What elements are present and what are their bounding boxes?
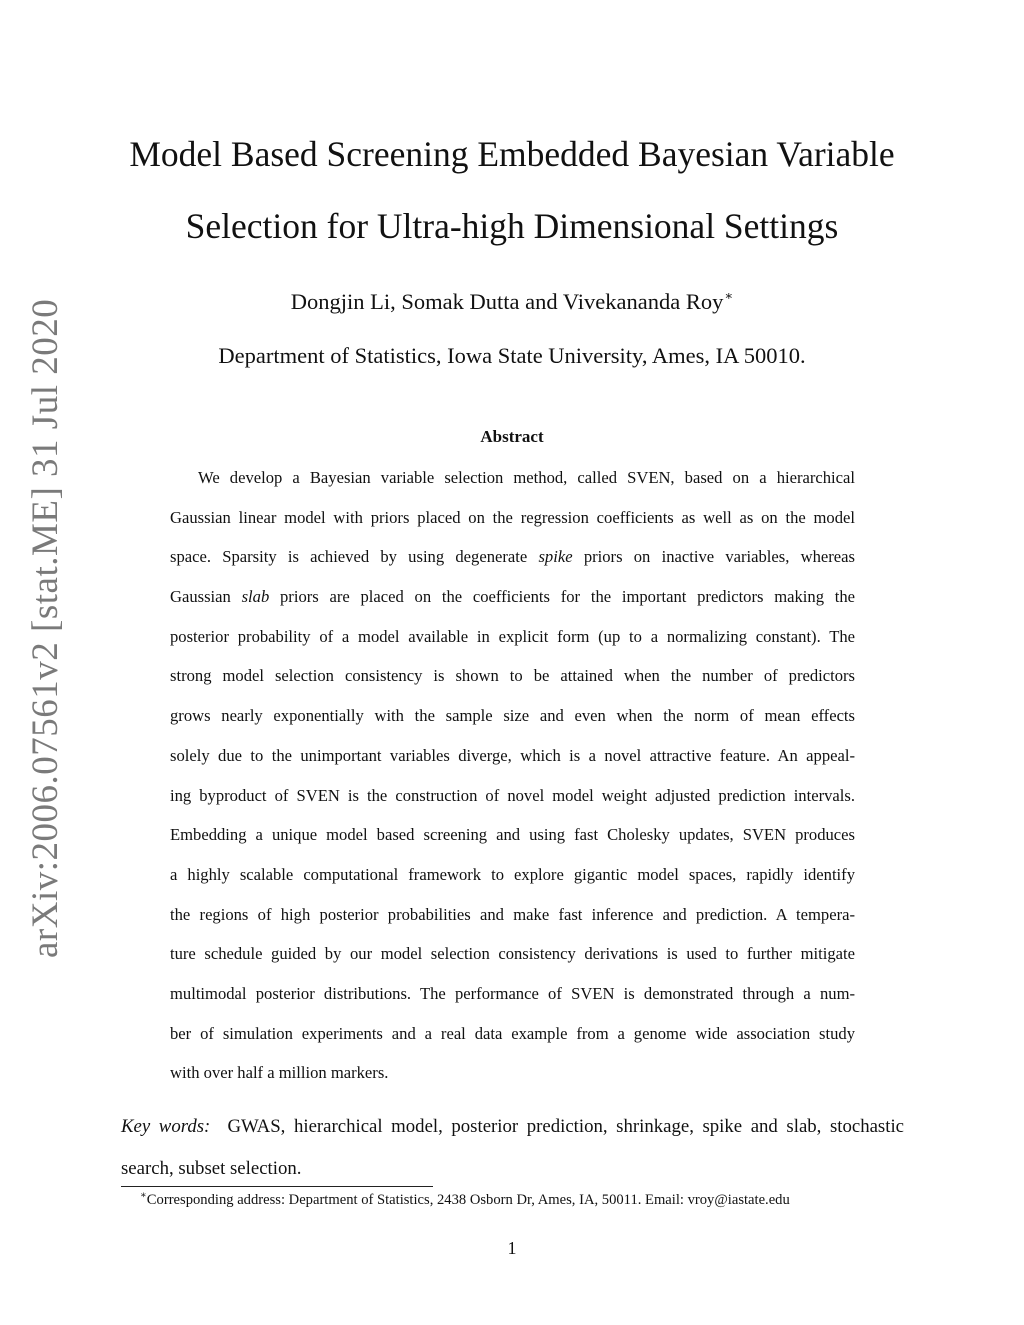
- abstract-line: Gaussian slab priors are placed on the coefficients for the important predictors making the: [170, 587, 855, 607]
- abstract-body: [170, 458, 855, 1093]
- footnote-mark: ∗: [140, 1190, 147, 1201]
- authors: [60, 288, 964, 315]
- abstract-line: space. Sparsity is achieved by using degenerate spike priors on inactive variables, whereas: [170, 547, 855, 567]
- abstract-line: with over half a million markers.: [170, 1063, 389, 1083]
- page-number: 1: [507, 1238, 517, 1258]
- footnote: [140, 1190, 900, 1209]
- abstract-line: solely due to the unimportant variables diverge, which is a novel attractive feature. An appeal-: [170, 745, 855, 765]
- keywords-label: Key words:: [121, 1116, 211, 1137]
- keywords-list: GWAS, hierarchical model, posterior prediction, shrinkage, spike and slab, stochastic: [227, 1116, 905, 1137]
- author-names: Dongjin Li, Somak Dutta and Vivekananda Roy: [290, 289, 724, 314]
- abstract-line: ber of simulation experiments and a real data example from a genome wide association study: [170, 1023, 855, 1043]
- title-line-2: Selection for Ultra-high Dimensional Settings: [185, 206, 839, 246]
- term-spike: spike: [538, 547, 573, 567]
- keywords-line-2: search, subset selection.: [121, 1158, 302, 1179]
- affiliation: Department of Statistics, Iowa State University, Ames, IA 50010.: [218, 343, 806, 368]
- footnote-rule: [121, 1186, 433, 1187]
- author-footnote-mark: ∗: [724, 288, 734, 303]
- footnote-text: Corresponding address: Department of Statistics, 2438 Osborn Dr, Ames, IA, 50011. Email: vroy@iastate.edu: [146, 1192, 790, 1208]
- abstract-line: ture schedule guided by our model selection consistency derivations is used to further mitigate: [170, 944, 855, 964]
- abstract-line: posterior probability of a model available in explicit form (up to a normalizing constant). The: [170, 626, 855, 646]
- abstract-line: Embedding a unique model based screening and using fast Cholesky updates, SVEN produces: [170, 825, 855, 845]
- paper-title: [60, 118, 964, 262]
- arxiv-identifier-text: arXiv:2006.07561v2 [stat.ME] 31 Jul 2020: [25, 298, 66, 958]
- abstract-line: strong model selection consistency is shown to be attained when the number of predictors: [170, 666, 855, 686]
- abstract-heading: Abstract: [480, 427, 544, 446]
- term-slab: slab: [241, 587, 270, 607]
- keywords-line-1: [121, 1106, 904, 1148]
- abstract-line: multimodal posterior distributions. The performance of SVEN is demonstrated through a num-: [170, 983, 855, 1003]
- arxiv-identifier-stamp: [20, 298, 72, 960]
- title-line-1: Model Based Screening Embedded Bayesian Variable: [129, 134, 895, 174]
- abstract-line: ing byproduct of SVEN is the construction of novel model weight adjusted prediction intervals.: [170, 785, 855, 805]
- keywords: [121, 1106, 904, 1190]
- abstract-line: Gaussian linear model with priors placed on the regression coefficients as well as on the model: [170, 507, 855, 527]
- abstract-line: grows nearly exponentially with the sample size and even when the norm of mean effects: [170, 706, 855, 726]
- abstract-line: We develop a Bayesian variable selection method, called SVEN, based on a hierarchical: [198, 468, 855, 487]
- abstract-line: the regions of high posterior probabilities and make fast inference and prediction. A tempera-: [170, 904, 855, 924]
- abstract-line: a highly scalable computational framework to explore gigantic model spaces, rapidly identify: [170, 864, 855, 884]
